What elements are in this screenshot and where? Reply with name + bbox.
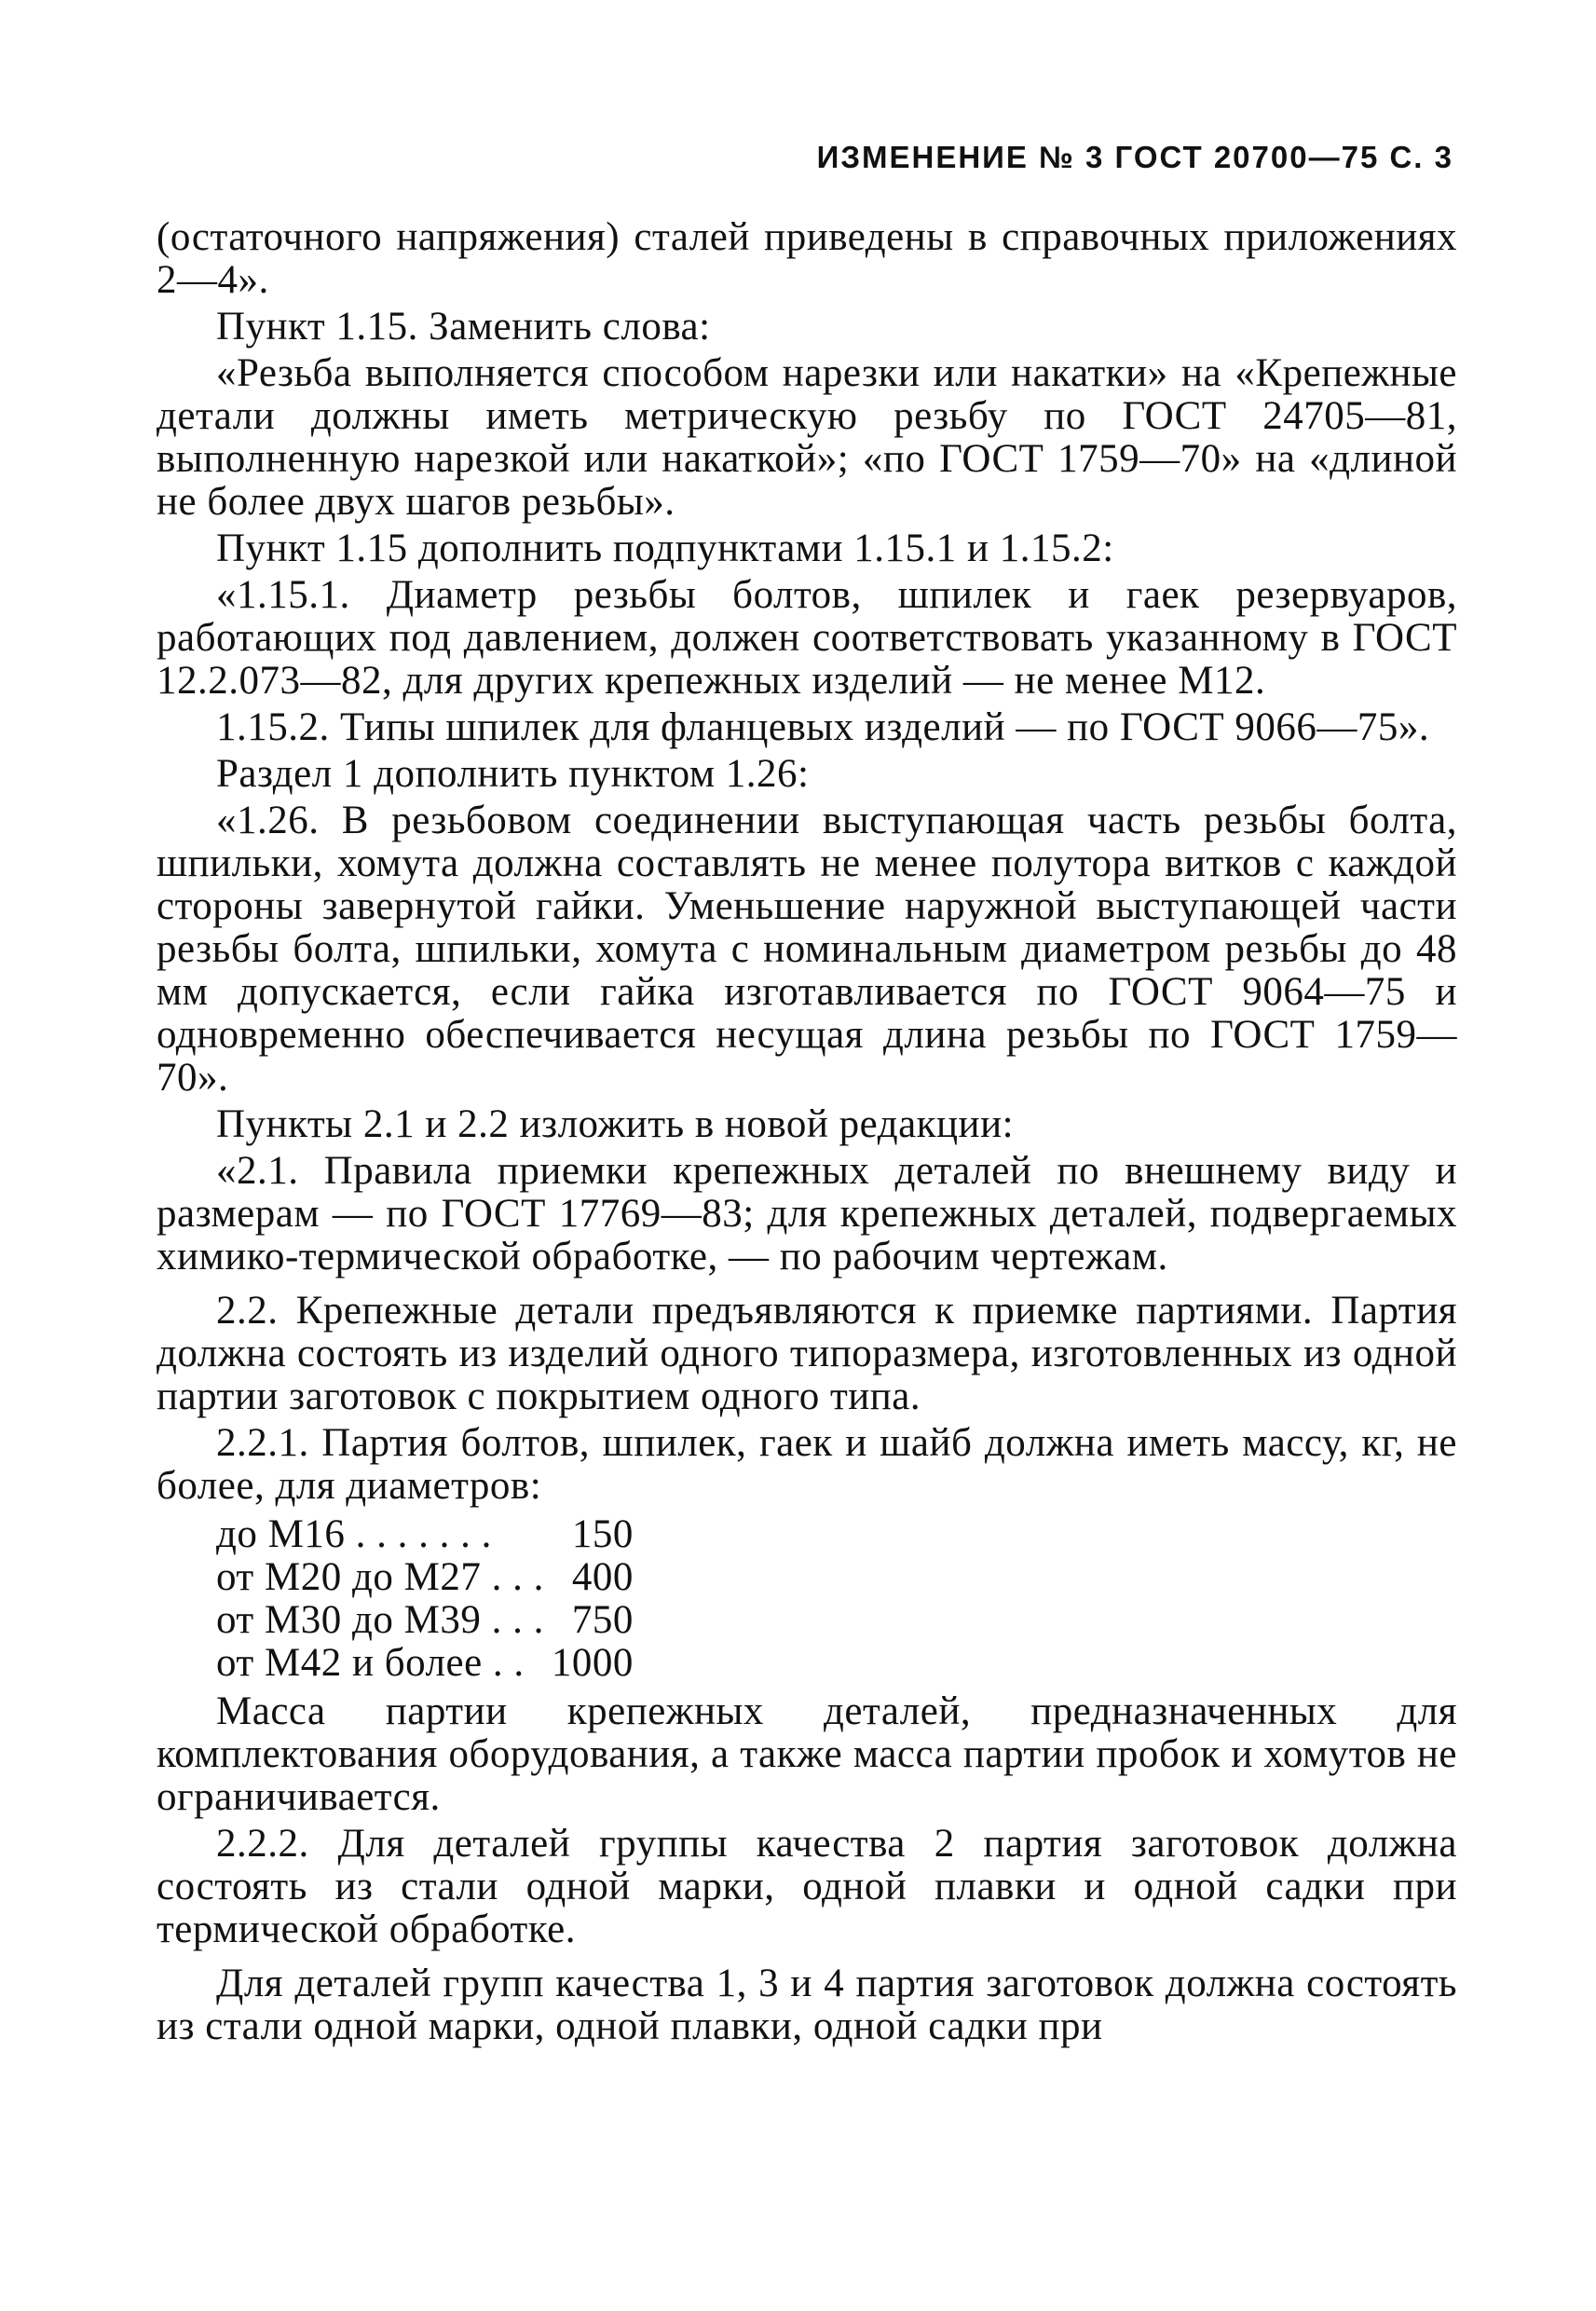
diameter-range: до М16 . . . . . . . xyxy=(216,1512,492,1556)
mass-table xyxy=(216,1513,634,1685)
table-row xyxy=(216,1556,634,1599)
table-row xyxy=(216,1642,634,1685)
diameter-range: от М30 до М39 . . . xyxy=(216,1598,544,1642)
paragraph: Масса партии крепежных деталей, предназначенных для комплектования оборудования, а также масса партии пробок и хомутов не ограничивается. xyxy=(157,1689,1457,1819)
paragraph: «2.1. Правила приемки крепежных деталей по внешнему виду и размерам — по ГОСТ 17769—83; для крепежных деталей, подвергаемых химико-термической обработке, — по рабочим чертежам. xyxy=(157,1149,1457,1279)
paragraph: (остаточного напряжения) сталей приведены в справочных приложениях 2—4». xyxy=(157,215,1457,302)
paragraph: «1.26. В резьбовом соединении выступающая часть резьбы болта, шпильки, хомута должна составлять не менее полутора витков с каждой стороны завернутой гайки. Уменьшение наружной выступающей части резьбы болта, шпильки, хомута с номинальным диаметром резьбы до 48 мм допускается, если гайка изготавливается по ГОСТ 9064—75 и одновременно обеспечивается несущая длина резьбы по ГОСТ 1759—70». xyxy=(157,799,1457,1100)
paragraph: 1.15.2. Типы шпилек для фланцевых изделий — по ГОСТ 9066—75». xyxy=(216,705,1430,749)
paragraph: Раздел 1 дополнить пунктом 1.26: xyxy=(216,752,810,796)
diameter-range: от М20 до М27 . . . xyxy=(216,1555,544,1599)
table-row xyxy=(216,1513,634,1556)
mass-value: 150 xyxy=(571,1512,634,1556)
paragraph: Пункт 1.15 дополнить подпунктами 1.15.1 и 1.15.2: xyxy=(216,526,1114,570)
table-row xyxy=(216,1599,634,1642)
page-header: ИЗМЕНЕНИЕ № 3 ГОСТ 20700—75 С. 3 xyxy=(816,140,1453,174)
diameter-range: от М42 и более . . xyxy=(216,1641,525,1685)
paragraph: 2.2.2. Для деталей группы качества 2 партия заготовок должна состоять из стали одной марки, одной плавки и одной садки при термической обработке. xyxy=(157,1822,1457,1951)
paragraph: «1.15.1. Диаметр резьбы болтов, шпилек и гаек резервуаров, работающих под давлением, должен соответствовать указанному в ГОСТ 12.2.073—82, для других крепежных изделий — не менее М12. xyxy=(157,573,1457,703)
document-body xyxy=(157,216,1457,2052)
mass-value: 400 xyxy=(571,1555,634,1599)
paragraph: «Резьба выполняется способом нарезки или накатки» на «Крепежные детали должны иметь метрическую резьбу по ГОСТ 24705—81, выполненную нарезкой или накаткой»; «по ГОСТ 1759—70» на «длиной не более двух шагов резьбы». xyxy=(157,351,1457,524)
paragraph: 2.2. Крепежные детали предъявляются к приемке партиями. Партия должна состоять из изделий одного типоразмера, изготовленных из одной партии заготовок с покрытием одного типа. xyxy=(157,1289,1457,1418)
paragraph: Пункты 2.1 и 2.2 изложить в новой редакции: xyxy=(216,1102,1015,1146)
paragraph: Для деталей групп качества 1, 3 и 4 партия заготовок должна состоять из стали одной марки, одной плавки, одной садки при xyxy=(157,1962,1457,2048)
mass-value: 750 xyxy=(571,1598,634,1642)
paragraph: Пункт 1.15. Заменить слова: xyxy=(216,305,711,349)
paragraph: 2.2.1. Партия болтов, шпилек, гаек и шайб должна иметь массу, кг, не более, для диаметров: xyxy=(157,1421,1457,1508)
mass-value: 1000 xyxy=(551,1641,634,1685)
